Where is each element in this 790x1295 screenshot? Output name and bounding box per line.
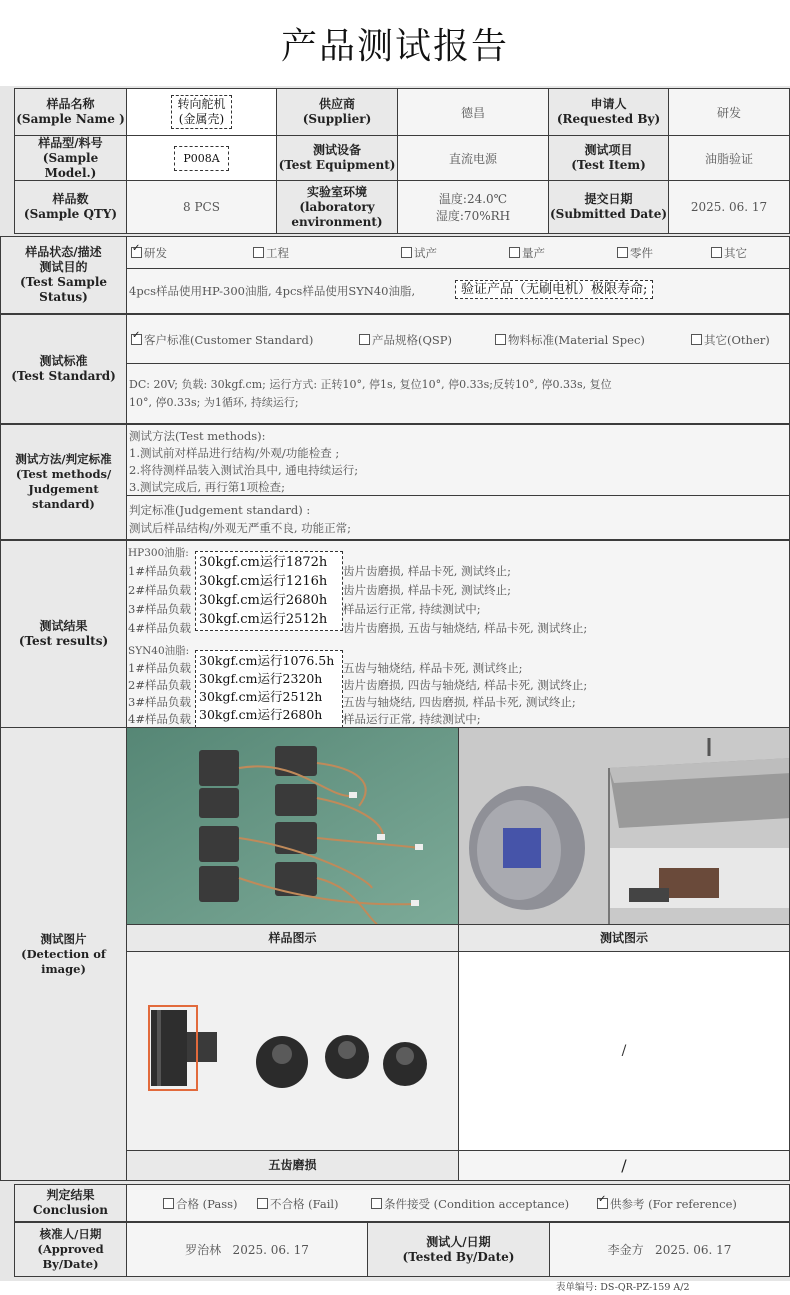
supplier-value: 德昌: [397, 88, 549, 136]
judgement-line: 测试后样品结构/外观无严重不良, 功能正常;: [129, 521, 352, 535]
sample-status-label-2: 测试目的: [39, 260, 88, 274]
method-line: 1.测试前对样品进行结构/外观/功能检查 ;: [129, 446, 340, 460]
test-methods-label-2: (Test methods/: [15, 467, 112, 481]
judgement-line: 判定标准(Judgement standard) :: [129, 503, 311, 517]
status-option-rd[interactable]: [131, 245, 167, 261]
tested-label-en: (Tested By/Date): [402, 1249, 515, 1264]
conclusion-option-condition[interactable]: [371, 1196, 569, 1212]
test-methods-label-3: Judgement: [28, 482, 99, 496]
syn40-run-2: 30kgf.cm运行2320h: [199, 671, 323, 686]
test-condition-line1: DC: 20V; 负载: 30kgf.cm; 运行方式: 正转10°, 停1s, 复位10°, 停0.33s;反转10°, 停0.33s, 复位: [129, 378, 612, 391]
test-photo-caption: 测试图示: [458, 924, 790, 952]
test-item-label: [548, 135, 669, 181]
approved-label-cn: 核准人/日期: [39, 1227, 102, 1241]
syn40-result: 齿片齿磨损, 四齿与轴烧结, 样品卡死, 测试终止;: [343, 678, 588, 692]
conclusion-options: [126, 1184, 790, 1222]
standard-option-other[interactable]: [691, 332, 770, 348]
lab-env-label-cn: 实验室环境: [306, 184, 367, 199]
test-equipment-label: [276, 135, 398, 181]
supplier-label-en: (Supplier): [302, 112, 372, 126]
approved-label-en2: By/Date): [42, 1257, 99, 1271]
submitted-date-label-en: (Submitted Date): [549, 207, 668, 221]
empty-image-cell: [458, 951, 790, 1151]
status-option-trial[interactable]: [401, 245, 437, 261]
sample-status-label-4: Status): [39, 290, 88, 304]
method-line: 2.将待测样品装入测试治具中, 通电持续运行;: [129, 463, 359, 477]
tested-label-cn: 测试人/日期: [426, 1234, 491, 1249]
status-purpose: 验证产品（无刷电机）极限寿命;: [455, 280, 653, 299]
test-methods-label-1: 测试方法/判定标准: [15, 452, 112, 466]
status-option-other-label: 其它: [724, 246, 747, 260]
status-option-rd-label: 研发: [144, 246, 167, 260]
test-standard-label: [0, 314, 127, 424]
requested-by-value: 研发: [668, 88, 790, 136]
conclusion-label-cn: 判定结果: [46, 1188, 95, 1202]
status-option-other[interactable]: [711, 245, 747, 261]
sample-status-label: [0, 236, 127, 314]
conclusion-option-pass[interactable]: [163, 1196, 238, 1212]
supplier-label: [276, 88, 398, 136]
sample-name-label-en: (Sample Name ): [16, 112, 125, 126]
judgement-cell: [126, 495, 790, 540]
checkbox-icon: [257, 1198, 268, 1209]
method-line: 3.测试完成后, 再行第1项检查;: [129, 480, 285, 494]
sample-model-label: [14, 135, 127, 181]
report-sheet: [0, 86, 790, 1281]
checkbox-icon: [617, 247, 628, 258]
sample-photo-caption: 样品图示: [126, 924, 459, 952]
standard-option-customer-label: 客户标准(Customer Standard): [144, 333, 314, 347]
supplier-label-cn: 供应商: [318, 97, 355, 111]
requested-by-label: [548, 88, 669, 136]
conclusion-option-condition-label: 条件接受 (Condition acceptance): [384, 1197, 570, 1211]
images-label-en2: image): [41, 961, 86, 976]
sample-status-label-1: 样品状态/描述: [25, 245, 102, 259]
test-standard-options: [126, 314, 790, 364]
test-results-label-en: (Test results): [18, 634, 109, 648]
standard-option-other-label: 其它(Other): [704, 333, 770, 347]
sample-status-options: [126, 236, 790, 269]
test-equipment-label-en: (Test Equipment): [278, 158, 396, 172]
lab-env-label: [276, 180, 398, 234]
gear-photo-image: [127, 952, 459, 1151]
lab-env-label-en1: (laboratory: [299, 199, 375, 214]
hp300-run-3: 30kgf.cm运行2680h: [199, 593, 328, 608]
syn40-run-3: 30kgf.cm运行2512h: [199, 689, 323, 704]
sample-model-value: P008A: [174, 146, 228, 171]
sample-name-label-cn: 样品名称: [46, 97, 95, 111]
lab-env-humidity: 湿度:70%RH: [435, 209, 511, 223]
images-label-en1: (Detection of: [21, 946, 106, 961]
syn40-run-box: [195, 650, 343, 728]
standard-option-material-label: 物料标准(Material Spec): [508, 333, 645, 347]
approved-label: [14, 1222, 127, 1277]
status-option-mass[interactable]: [509, 245, 545, 261]
tested-label: [367, 1222, 550, 1277]
conclusion-label-en: Conclusion: [33, 1203, 108, 1217]
conclusion-label: [14, 1184, 127, 1222]
test-methods-label-4: standard): [32, 497, 95, 511]
images-label: [0, 727, 127, 1181]
lab-env-temp: 温度:24.0℃: [438, 192, 508, 206]
status-option-parts-label: 零件: [630, 246, 653, 260]
status-option-engineering[interactable]: [253, 245, 289, 261]
hp300-header: HP300油脂:: [128, 547, 189, 559]
syn40-result: 五齿与轴烧结, 样品卡死, 测试终止;: [343, 661, 523, 675]
test-standard-conditions: [126, 363, 790, 424]
hp300-run-1: 30kgf.cm运行1872h: [199, 555, 328, 570]
hp300-result: 样品运行正常, 持续测试中;: [343, 602, 481, 616]
sample-model-value-cell: [126, 135, 277, 181]
gear-photo-caption: 五齿磨损: [126, 1150, 459, 1181]
empty-caption: /: [458, 1150, 790, 1181]
sample-name-value-line1: 转向舵机: [177, 97, 226, 111]
checkbox-icon: [359, 334, 370, 345]
conclusion-option-pass-label: 合格 (Pass): [176, 1197, 238, 1211]
sample-name-value: [171, 95, 231, 129]
sample-name-value-cell: [126, 88, 277, 136]
checkbox-icon: [163, 1198, 174, 1209]
sample-photo-image: [127, 728, 459, 925]
form-number: 表单编号: DS-QR-PZ-159 A/2: [556, 1282, 690, 1293]
checkbox-icon: [509, 247, 520, 258]
images-label-cn: 测试图片: [40, 931, 87, 946]
syn40-run-4: 30kgf.cm运行2680h: [199, 707, 323, 722]
submitted-date-label-cn: 提交日期: [584, 192, 633, 206]
requested-by-label-cn: 申请人: [590, 97, 627, 111]
hp300-run-2: 30kgf.cm运行1216h: [199, 574, 328, 589]
status-option-parts[interactable]: [617, 245, 653, 261]
hp300-result: 齿片齿磨损, 五齿与轴烧结, 样品卡死, 测试终止;: [343, 621, 588, 635]
lab-env-label-en2: environment): [291, 214, 383, 229]
syn40-row-prefix: 1#样品负载: [128, 661, 191, 675]
syn40-row-prefix: 3#样品负载: [128, 695, 191, 709]
conclusion-option-reference[interactable]: [597, 1196, 737, 1212]
sample-qty-value: 8 PCS: [126, 180, 277, 234]
syn40-header: SYN40油脂:: [128, 645, 190, 657]
submitted-date-label: [548, 180, 669, 234]
syn40-result: 样品运行正常, 持续测试中;: [343, 712, 481, 726]
syn40-row-prefix: 4#样品负载: [128, 712, 191, 726]
hp300-result: 齿片齿磨损, 样品卡死, 测试终止;: [343, 564, 511, 578]
sample-model-label-en: (Sample Model.): [42, 150, 99, 180]
submitted-date-value: 2025. 06. 17: [668, 180, 790, 234]
test-photo: [458, 727, 790, 925]
empty-image-mark: /: [621, 1043, 627, 1059]
method-line: 测试方法(Test methods):: [129, 429, 266, 443]
sample-name-label: [14, 88, 127, 136]
syn40-run-1: 30kgf.cm运行1076.5h: [199, 653, 335, 668]
report-title: 产品测试报告: [280, 25, 509, 67]
status-description-text: 4pcs样品使用HP-300油脂, 4pcs样品使用SYN40油脂,: [129, 284, 416, 298]
test-methods-label: [0, 424, 127, 540]
test-item-value: 油脂验证: [668, 135, 790, 181]
sample-model-label-cn: 样品型/料号: [38, 135, 103, 150]
gear-photo: [126, 951, 459, 1151]
sample-status-label-3: (Test Sample: [19, 275, 108, 289]
test-equipment-label-cn: 测试设备: [312, 143, 361, 157]
hp300-run-4: 30kgf.cm运行2512h: [199, 612, 328, 627]
tested-value: 李金方 2025. 06. 17: [549, 1222, 790, 1277]
checkbox-icon: [371, 1198, 382, 1209]
standard-option-qsp[interactable]: [359, 332, 452, 348]
sample-name-value-line2: (金属壳): [178, 112, 225, 126]
standard-option-material[interactable]: [495, 332, 645, 348]
status-option-mass-label: 量产: [522, 246, 545, 260]
test-methods-cell: [126, 424, 790, 496]
checkbox-icon: [711, 247, 722, 258]
sample-qty-label-en: (Sample QTY): [23, 207, 118, 221]
checkbox-checked-icon: [597, 1198, 608, 1209]
standard-option-customer[interactable]: [131, 332, 313, 348]
syn40-result: 五齿与轴烧结, 四齿磨损, 样品卡死, 测试终止;: [343, 695, 576, 709]
conclusion-option-fail-label: 不合格 (Fail): [270, 1197, 339, 1211]
conclusion-option-reference-label: 供参考 (For reference): [610, 1197, 737, 1211]
sample-qty-label: [14, 180, 127, 234]
test-standard-label-cn: 测试标准: [39, 354, 88, 368]
checkbox-icon: [495, 334, 506, 345]
test-standard-label-en: (Test Standard): [11, 369, 116, 383]
hp300-row-prefix: 2#样品负载: [128, 583, 191, 597]
checkbox-icon: [401, 247, 412, 258]
requested-by-label-en: (Requested By): [556, 112, 661, 126]
sample-status-description: [126, 268, 790, 314]
approved-value: 罗治林 2025. 06. 17: [126, 1222, 368, 1277]
status-option-trial-label: 试产: [414, 246, 437, 260]
standard-option-qsp-label: 产品规格(QSP): [372, 333, 453, 347]
status-option-engineering-label: 工程: [266, 246, 289, 260]
hp300-run-box: [195, 551, 343, 631]
hp300-result: 齿片齿磨损, 样品卡死, 测试终止;: [343, 583, 511, 597]
test-results-label: [0, 540, 127, 728]
test-photo-image: [459, 728, 790, 925]
test-condition-line2: 10°, 停0.33s; 为1循环, 持续运行;: [129, 396, 299, 409]
syn40-row-prefix: 2#样品负载: [128, 678, 191, 692]
test-item-label-cn: 测试项目: [584, 143, 633, 157]
checkbox-icon: [253, 247, 264, 258]
test-results-cell: [126, 540, 790, 728]
conclusion-option-fail[interactable]: [257, 1196, 339, 1212]
checkbox-icon: [691, 334, 702, 345]
sample-qty-label-cn: 样品数: [52, 192, 89, 206]
approved-label-en1: (Approved: [37, 1242, 104, 1256]
hp300-row-prefix: 3#样品负载: [128, 602, 191, 616]
checkbox-checked-icon: [131, 334, 142, 345]
test-equipment-value: 直流电源: [397, 135, 549, 181]
sample-photo: [126, 727, 459, 925]
hp300-row-prefix: 4#样品负载: [128, 621, 191, 635]
test-item-label-en: (Test Item): [571, 158, 646, 172]
lab-env-value: [397, 180, 549, 234]
test-results-label-cn: 测试结果: [39, 619, 88, 633]
hp300-row-prefix: 1#样品负载: [128, 564, 191, 578]
checkbox-checked-icon: [131, 247, 142, 258]
